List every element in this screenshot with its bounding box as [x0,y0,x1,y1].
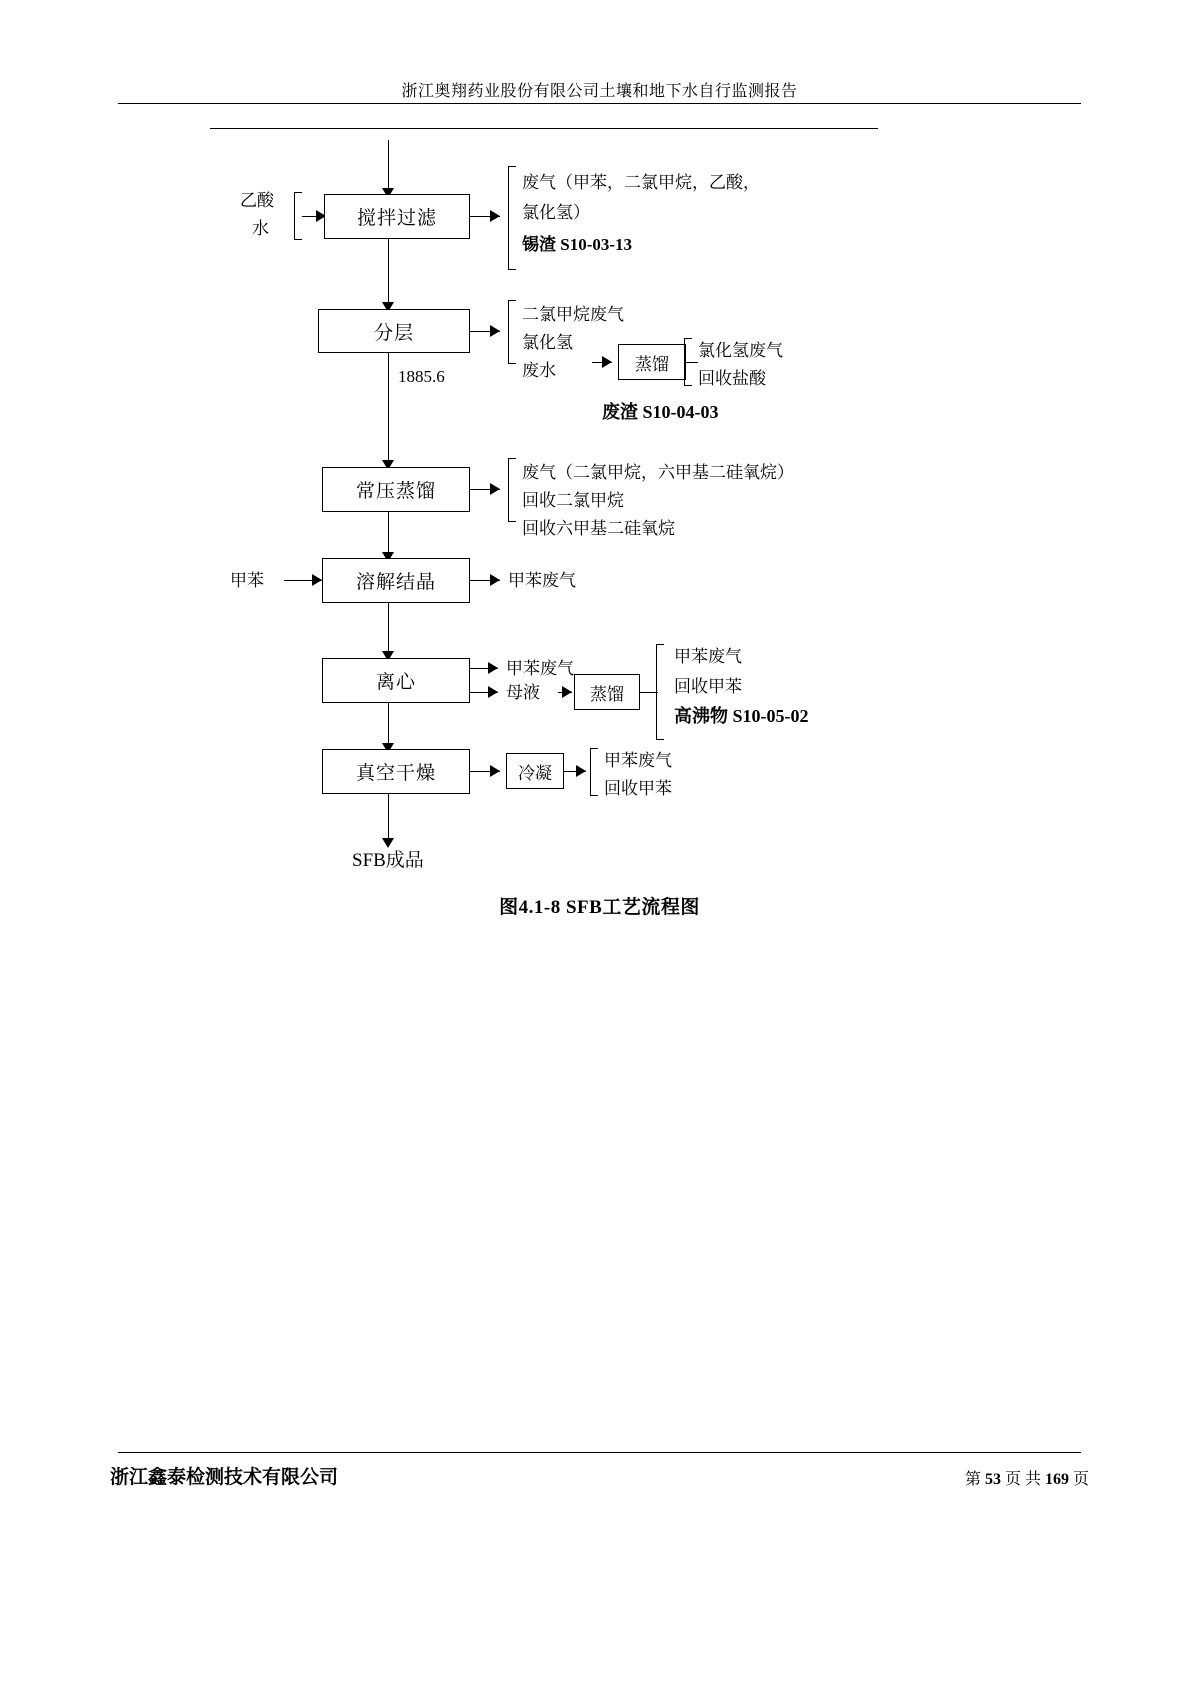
bracket-condense-out [590,748,598,796]
node-distill-1: 蒸馏 [618,344,686,380]
node-vacuum-drying: 真空干燥 [322,749,470,794]
input-bracket-left [294,192,302,240]
node-dissolve-crystallize: 溶解结晶 [322,558,470,603]
bracket-stir-out [508,166,516,270]
footer-page-suffix: 页 [1072,1471,1089,1488]
arrowhead-distill2-in [562,686,572,698]
connector-top [388,140,389,190]
node-condenser: 冷凝 [506,753,564,789]
out-stir-line1: 废气（甲苯，二氯甲烷，乙酸， [522,173,760,192]
footer-page-prefix: 第 [964,1471,981,1488]
page-header: 浙江奥翔药业股份有限公司土壤和地下水自行监测报告 [401,83,798,100]
node-layering: 分层 [318,309,470,353]
flow-value-label: 1885.6 [398,367,445,386]
arrowhead-stir-out [490,210,500,222]
arrowhead-layer-out [490,325,500,337]
footer-divider [118,1452,1081,1453]
out-atm-line3: 回收六甲基二硅氧烷 [522,519,675,538]
arrowhead-condense-in [490,765,500,777]
arrowhead-centrifuge-out2 [488,686,498,698]
bracket-layer-out [508,300,516,364]
out-layer-line1: 二氯甲烷废气 [522,305,624,324]
input-label-water: 水 [252,219,269,238]
arrowhead-atm-out [490,483,500,495]
bracket-distill2-out [656,644,664,740]
node-centrifuge: 离心 [322,658,470,703]
out-centrifuge-line2: 母液 [506,683,540,702]
footer-page-total: 169 [1044,1471,1069,1488]
out-distill2-line1: 甲苯废气 [674,647,742,666]
footer-pagination [965,1466,1089,1489]
arrowhead-centrifuge-out1 [488,662,498,674]
out-stir-solid-waste: 锡渣 S10-03-13 [522,235,633,254]
final-product-label: SFB成品 [352,850,424,871]
input-label-toluene: 甲苯 [230,571,264,590]
footer-company: 浙江鑫泰检测技术有限公司 [110,1467,339,1488]
arrowhead-cryst-out [490,574,500,586]
out-atm-line1: 废气（二氯甲烷，六甲基二硅氧烷） [522,463,794,482]
process-flow-diagram [0,120,1199,920]
input-label-acetic: 乙酸 [240,191,274,210]
connector-atm-to-cryst [388,512,389,556]
node-atm-distillation: 常压蒸馏 [322,467,470,512]
out-distill1-solid-waste: 废渣 S10-04-03 [602,402,719,422]
out-distill1-line1: 氯化氢废气 [698,341,783,360]
connector-layer-to-atm [388,353,389,463]
connector-stir-to-layer [388,239,389,304]
footer-page-current: 53 [984,1471,1001,1488]
footer-page-middle: 页 共 [1004,1471,1041,1488]
figure-caption: 图4.1-8 SFB工艺流程图 [499,897,700,918]
arrowhead-condense-out [576,765,586,777]
header-divider [118,103,1081,104]
diagram-top-divider [210,128,878,129]
out-layer-line2: 氯化氢 [522,333,573,352]
out-distill2-line2: 回收甲苯 [674,677,742,696]
node-stir-filter: 搅拌过滤 [324,194,470,239]
arrowhead-distill1-in [602,356,612,368]
out-distill1-line2: 回收盐酸 [698,369,766,388]
connector-cryst-to-centrifuge [388,603,389,655]
bracket-atm-out [508,458,516,522]
out-condense-line2: 回收甲苯 [604,779,672,798]
out-distill2-solid-waste: 高沸物 S10-05-02 [674,706,809,726]
out-centrifuge-line1: 甲苯废气 [506,659,574,678]
out-condense-line1: 甲苯废气 [604,751,672,770]
connector-dry-to-product [388,794,389,842]
arrowhead-toluene-in [312,574,322,586]
arrowhead-product [382,838,394,848]
out-cryst-line1: 甲苯废气 [508,571,576,590]
out-atm-line2: 回收二氯甲烷 [522,491,624,510]
bracket-distill1-out [684,338,692,386]
node-distill-2: 蒸馏 [574,674,640,710]
connector-centrifuge-to-dry [388,703,389,747]
out-stir-line2: 氯化氢） [522,203,590,222]
out-layer-line3: 废水 [522,361,556,380]
